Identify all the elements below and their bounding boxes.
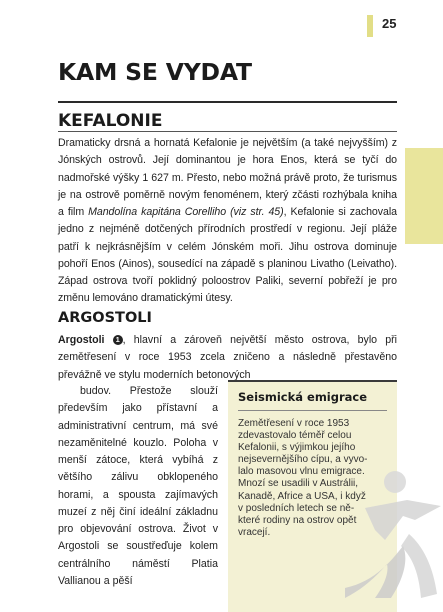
chapter-title: KAM SE VYDAT	[58, 58, 252, 86]
intro-text-start: Dramaticky drsná a hornatá Kefalonie je největším (a také nejvyšším) z Jónských ostrovů. Její dominantou je hora Enos, která se tyčí do nadmořské výšky 1 627 m. Přesto, nebo možná právě proto, že turismus je na ostrově poměrně novým fenoménem, který zčásti rozhýbala kniha a film	[58, 137, 397, 218]
chapter-title-rule	[58, 101, 397, 103]
argostoli-paragraph-column	[58, 383, 218, 590]
page-number-marker	[367, 15, 373, 37]
argostoli-text-full: hlavní a zároveň největší město ostrova, bylo při zemětřesení v roce 1953 zcela zničeno a následně přestavěno převážně ve stylu moderních betonových	[58, 334, 398, 381]
chapter-side-tab	[405, 148, 443, 244]
argostoli-paragraph-top: Argostoli 1 , hlavní a zároveň největší město ostrova, bylo při zemětřesení v roce 1953 zcela zničeno a následně přestavěno převážně ve stylu moderních betonových	[58, 334, 398, 381]
section-title-rule	[58, 131, 397, 132]
section-intro-paragraph	[58, 135, 397, 308]
argostoli-text-first: budov.	[80, 385, 112, 397]
sidebar-title: Seismická emigrace	[238, 390, 368, 404]
map-marker-badge: 1	[113, 335, 123, 345]
sidebar-text: Zemětřesení v roce 1953 zdevastovalo téměř celou Kefalonii, s výjimkou jejího nejsevernějšího cípu, a vyvo- lalo masovou vlnu emigrace. Mnozí se usadili v Austrálii, Kanadě, Africe a USA, i když v posledních letech se ně- které rodiny na ostrov opět vracejí.	[238, 418, 368, 538]
page-number: 25	[382, 16, 397, 31]
sidebar-title-rule	[238, 410, 387, 411]
section-title: KEFALONIE	[58, 111, 163, 131]
book-reference: Mandolína kapitána Corelliho (viz str. 45)	[88, 206, 284, 218]
subsection-title: ARGOSTOLI	[58, 310, 152, 326]
person-watermark-icon	[345, 470, 443, 600]
argostoli-lead-word: Argostoli	[58, 334, 105, 346]
argostoli-text-rest: Přestože slouží především jako přístavní a administrativní centrum, má své nezaměnitelné kouzlo. Poloha v menší zátoce, která vybíhá z většího zálivu obklopeného horami, a spousta zajímavých muzeí z něj činí ideální základnu pro objevování ostrova. Život v Argostoli se soustřeďuje kolem centrálního náměstí Platia Vallianou a pěší	[58, 385, 218, 587]
intro-text-end: , Kefalonie si zachovala jedno z nejméně dotčených přírodních prostředí v regionu. Její pláže patří k nejkrásnějším v celém Jónském moři. Jihu ostrova dominuje pohoří Enos (Ainos), sousedící na západě s planinou Livatho (Leivatho). Západ ostrova tvoří poklidný poloostrov Paliki, severní pobřeží je pro změnu lemováno dramatickými útesy.	[58, 206, 397, 305]
